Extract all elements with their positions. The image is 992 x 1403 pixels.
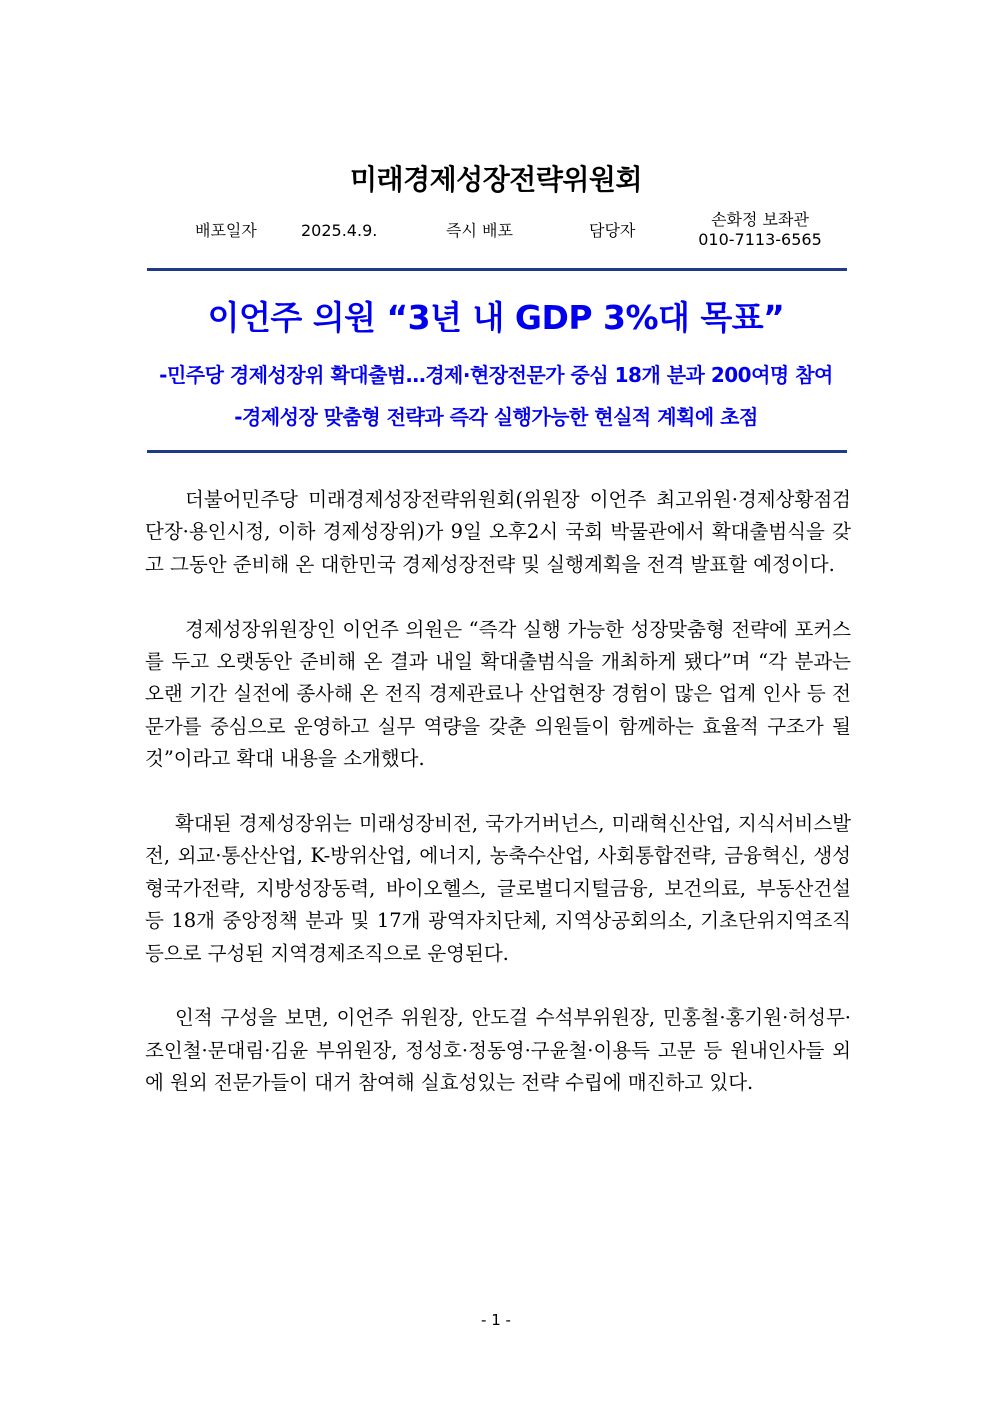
contact-name: 손화정 보좌관 <box>711 210 809 229</box>
contact-label: 담당자 <box>589 221 636 240</box>
top-divider <box>147 268 847 271</box>
release-type: 즉시 배포 <box>446 221 513 240</box>
press-release-body <box>145 484 851 1132</box>
body-paragraph: 경제성장위원장인 이언주 의원은 “즉각 실행 가능한 성장맞춤형 전략에 포커스를 두고 오랫동안 준비해 온 결과 내일 확대출범식을 개최하게 됐다”며 “각 분과는 오랜 기간 실전에 종사해 온 전직 경제관료나 산업현장 경험이 많은 업계 인사 등 전문가를 중심으로 운영하고 실무 역량을 갖춘 의원들이 함께하는 효율적 구조가 될 것”이라고 확대 내용을 소개했다. <box>145 617 851 771</box>
body-paragraph: 인적 구성을 보면, 이언주 위원장, 안도걸 수석부위원장, 민홍철·홍기원·허성무·조인철·문대림·김윤 부위원장, 정성호·정동영·구윤철·이용득 고문 등 원내인사들 외에 원외 전문가들이 대거 참여해 실효성있는 전략 수립에 매진하고 있다. <box>145 1006 851 1095</box>
headline-title: 이언주 의원 “3년 내 GDP 3%대 목표” <box>207 298 785 337</box>
release-date: 2025.4.9. <box>301 221 378 240</box>
bottom-divider <box>147 450 847 453</box>
body-paragraph: 확대된 경제성장위는 미래성장비전, 국가거버넌스, 미래혁신산업, 지식서비스발전, 외교·통산산업, K-방위산업, 에너지, 농축수산업, 사회통합전략, 금융혁신, 생성형국가전략, 지방성장동력, 바이오헬스, 글로벌디지털금융, 보건의료, 부동산건설 등 18개 중앙정책 분과 및 17개 광역자치단체, 지역상공회의소, 기초단위지역조직 등으로 구성된 지역경제조직으로 운영된다. <box>145 812 851 965</box>
page-number: - 1 - <box>481 1311 511 1329</box>
organization-title: 미래경제성장전략위원회 <box>349 163 643 196</box>
release-info-row <box>0 210 992 254</box>
headline-subtitle-2: -경제성장 맞춤형 전략과 즉각 실행가능한 현실적 계획에 초점 <box>234 405 758 429</box>
release-date-label: 배포일자 <box>195 221 257 240</box>
contact-info <box>695 210 825 250</box>
contact-phone: 010-7113-6565 <box>698 230 822 249</box>
body-paragraph: 더불어민주당 미래경제성장전략위원회(위원장 이언주 최고위원·경제상황점검단장·용인시정, 이하 경제성장위)가 9일 오후2시 국회 박물관에서 확대출범식을 갖고 그동안 준비해 온 대한민국 경제성장전략 및 실행계획을 전격 발표할 예정이다. <box>145 488 851 576</box>
headline-subtitle-1: -민주당 경제성장위 확대출범…경제·현장전문가 중심 18개 분과 200여명 참여 <box>159 363 833 387</box>
